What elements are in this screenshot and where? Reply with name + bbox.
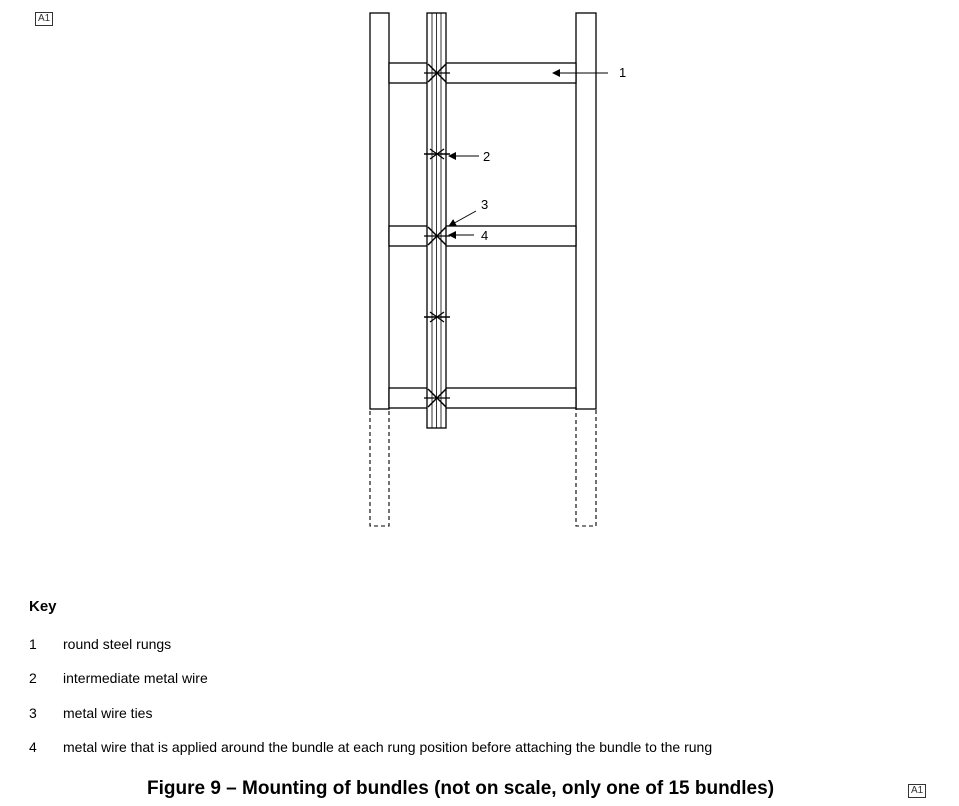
rung-bottom: [389, 388, 576, 408]
key-item-3: [29, 705, 152, 721]
key-item-2: [29, 670, 208, 686]
rung-top: [389, 63, 576, 83]
key-item-text: metal wire that is applied around the bundle at each rung position before attaching the bundle to the rung: [63, 739, 713, 755]
key-heading: Key: [29, 598, 57, 615]
key-item-number: 1: [29, 636, 37, 652]
figure-caption: [147, 778, 774, 800]
callout-3: 3: [481, 197, 489, 212]
key-item-4: [29, 739, 712, 755]
key-item-1: [29, 636, 171, 652]
key-item-number: 2: [29, 670, 37, 686]
leader-line-3: [449, 211, 476, 226]
callout-4: 4: [481, 228, 489, 243]
key-item-text: intermediate metal wire: [63, 670, 208, 686]
key-item-text: round steel rungs: [63, 636, 172, 652]
callout-2: 2: [483, 149, 491, 164]
amendment-end-marker: A1: [908, 784, 926, 798]
bundle: [427, 13, 446, 428]
right-rail-continuation: [576, 409, 596, 526]
key-item-number: 3: [29, 705, 37, 721]
right-rail: [576, 13, 596, 409]
left-rail-continuation: [370, 409, 389, 526]
figure-caption-text: Figure 9 – Mounting of bundles (not on scale, only one of 15 bundles): [147, 778, 775, 799]
key-item-number: 4: [29, 739, 37, 755]
callout-1: 1: [619, 65, 627, 80]
key-item-text: metal wire ties: [63, 705, 153, 721]
amendment-start-marker: A1: [35, 12, 53, 26]
left-rail: [370, 13, 389, 409]
